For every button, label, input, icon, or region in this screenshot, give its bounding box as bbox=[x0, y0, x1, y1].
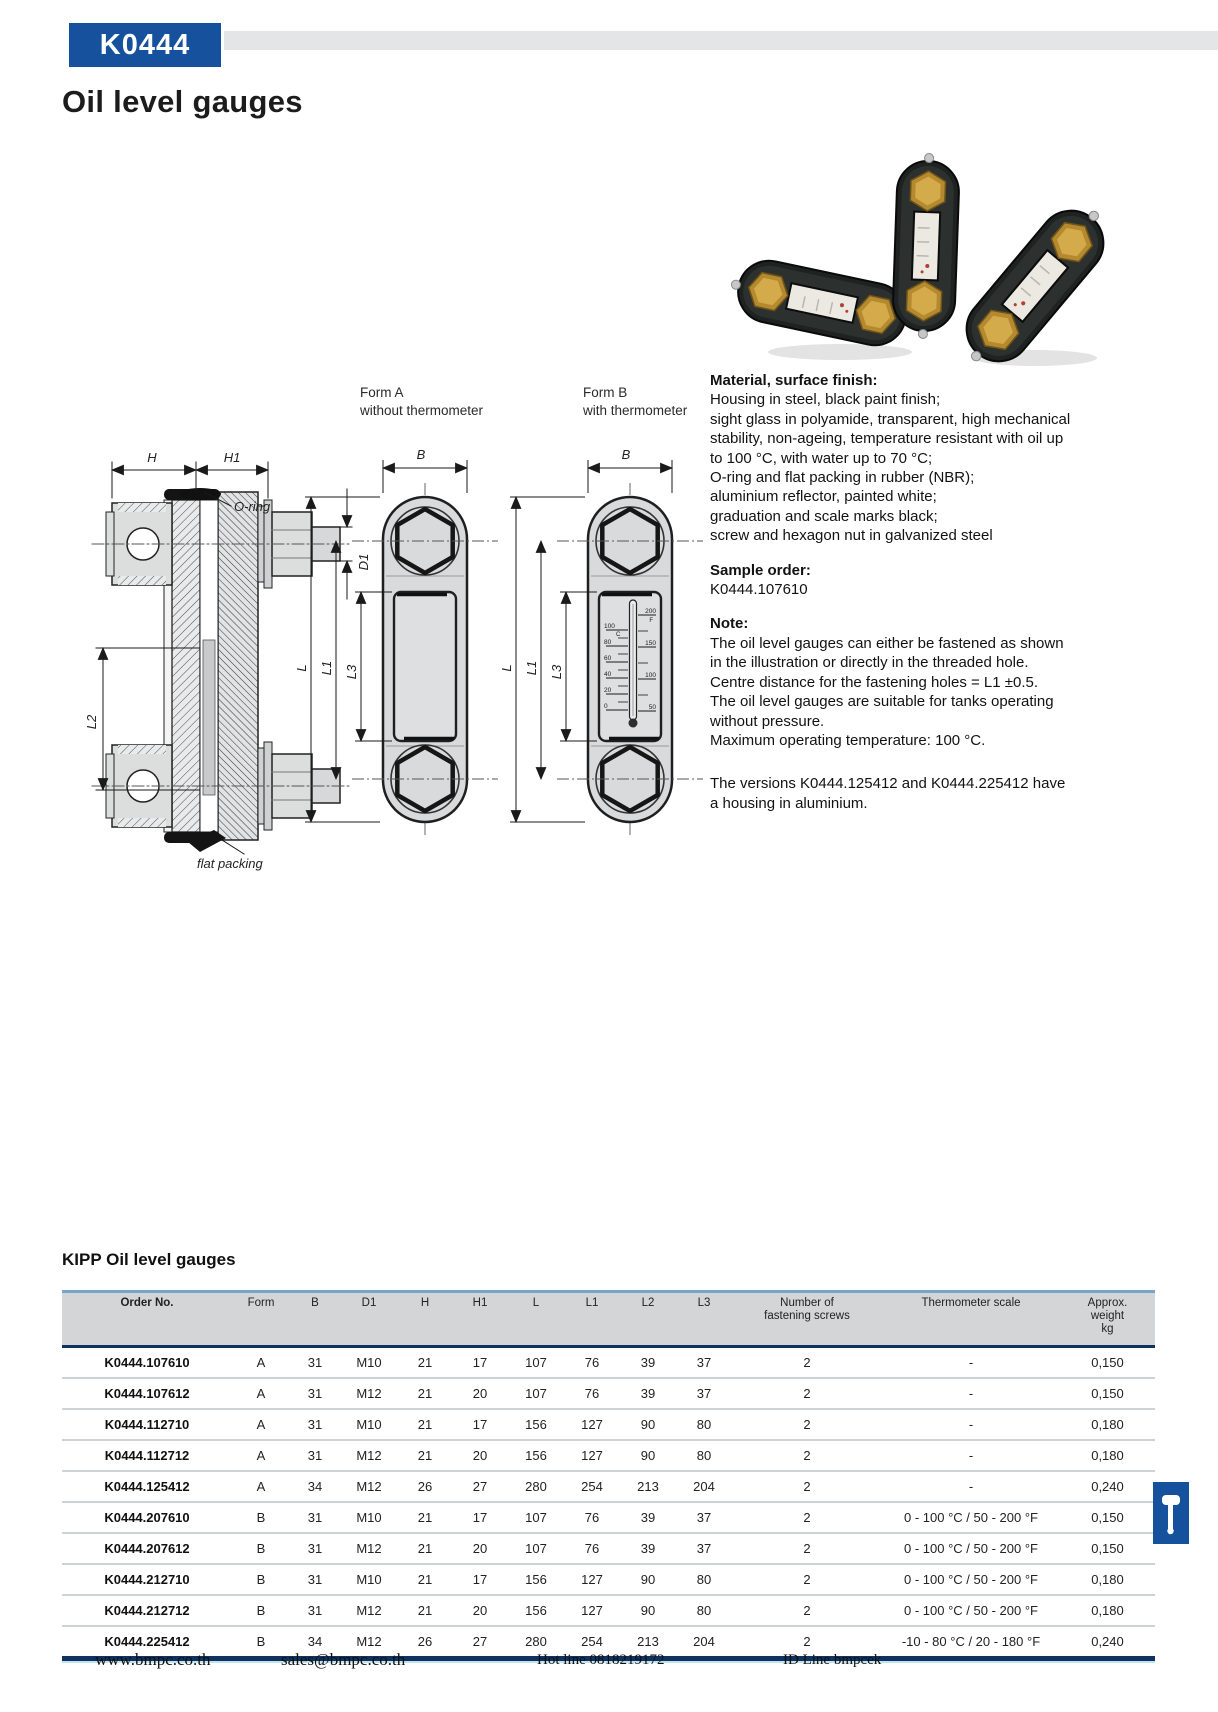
scale-f-50: 50 bbox=[648, 704, 656, 711]
cell: 76 bbox=[584, 1510, 600, 1525]
cell: 39 bbox=[640, 1541, 656, 1556]
chapter-tab bbox=[1153, 1482, 1189, 1544]
cell: 37 bbox=[696, 1386, 712, 1401]
page-title: Oil level gauges bbox=[62, 84, 303, 119]
table-row bbox=[62, 1348, 1155, 1379]
scale-c-60: 60 bbox=[604, 655, 612, 662]
header-strip bbox=[88, 31, 1218, 50]
text-line: sight glass in polyamide, transparent, high mechanical bbox=[710, 410, 1071, 428]
table-row bbox=[62, 1503, 1155, 1534]
column-header: Approx. weight kg bbox=[1087, 1297, 1128, 1335]
cell: 2 bbox=[803, 1448, 811, 1463]
cell: 80 bbox=[696, 1448, 712, 1463]
cell: 280 bbox=[525, 1479, 547, 1494]
dim-l2: L2 bbox=[84, 714, 99, 730]
cell: 80 bbox=[696, 1603, 712, 1618]
cell: 204 bbox=[693, 1479, 715, 1494]
scale-c-0: 0 bbox=[604, 703, 608, 710]
scale-f-unit: F bbox=[649, 618, 653, 624]
cell: 107 bbox=[525, 1541, 547, 1556]
cell: 156 bbox=[525, 1603, 547, 1618]
text-line: Centre distance for the fastening holes = L1 ±0.5. bbox=[710, 673, 1039, 691]
cell: 0,180 bbox=[1091, 1572, 1124, 1587]
note-title: Note: bbox=[710, 615, 749, 633]
note-block bbox=[710, 614, 1130, 750]
cell: B bbox=[256, 1541, 266, 1556]
cell: M12 bbox=[356, 1448, 382, 1463]
dim-flat-packing: flat packing bbox=[197, 856, 263, 871]
dim-b-a: B bbox=[416, 447, 426, 462]
cell: 20 bbox=[472, 1541, 488, 1556]
cell: A bbox=[256, 1448, 266, 1463]
cell: 204 bbox=[693, 1634, 715, 1649]
footer-idline: ID Line bmpcek bbox=[783, 1652, 882, 1668]
order-no-cell: K0444.212712 bbox=[104, 1603, 190, 1618]
cell: A bbox=[256, 1386, 266, 1401]
cell: 34 bbox=[307, 1479, 323, 1494]
order-no-cell: K0444.207610 bbox=[104, 1510, 190, 1525]
versions-text bbox=[710, 774, 1130, 813]
cell: 17 bbox=[472, 1510, 488, 1525]
table-row bbox=[62, 1379, 1155, 1410]
cell: 39 bbox=[640, 1386, 656, 1401]
cell: 21 bbox=[417, 1448, 433, 1463]
cell: 2 bbox=[803, 1386, 811, 1401]
text-line: a housing in aluminium. bbox=[710, 794, 868, 812]
dim-h1: H1 bbox=[223, 450, 241, 465]
cell: 254 bbox=[581, 1634, 603, 1649]
text-line: The versions K0444.125412 and K0444.225412 have bbox=[710, 775, 1066, 793]
order-no-cell: K0444.207612 bbox=[104, 1541, 190, 1556]
cell: 76 bbox=[584, 1355, 600, 1370]
cell: 107 bbox=[525, 1510, 547, 1525]
column-header: D1 bbox=[361, 1297, 377, 1309]
dim-l-a: L bbox=[294, 664, 309, 672]
sample-order-value: K0444.107610 bbox=[710, 581, 808, 599]
table-row bbox=[62, 1565, 1155, 1596]
order-no-cell: K0444.112712 bbox=[104, 1448, 190, 1463]
text-line: graduation and scale marks black; bbox=[710, 507, 938, 525]
form-b-sublabel: with thermometer bbox=[583, 403, 688, 418]
column-header: L bbox=[532, 1297, 540, 1309]
cell: 26 bbox=[417, 1479, 433, 1494]
cell: 0,180 bbox=[1091, 1417, 1124, 1432]
cell: 31 bbox=[307, 1448, 323, 1463]
cell: 156 bbox=[525, 1572, 547, 1587]
cell: 2 bbox=[803, 1603, 811, 1618]
cell: - bbox=[968, 1417, 974, 1432]
cell: -10 - 80 °C / 20 - 180 °F bbox=[901, 1634, 1041, 1649]
cell: A bbox=[256, 1417, 266, 1432]
cell: 127 bbox=[581, 1572, 603, 1587]
text-line: screw and hexagon nut in galvanized steel bbox=[710, 527, 993, 545]
cell: 107 bbox=[525, 1355, 547, 1370]
form-a-sublabel: without thermometer bbox=[360, 403, 484, 418]
cell: M10 bbox=[356, 1572, 382, 1587]
cell: 0,180 bbox=[1091, 1448, 1124, 1463]
table-row bbox=[62, 1534, 1155, 1565]
cell: - bbox=[968, 1448, 974, 1463]
column-header: H1 bbox=[472, 1297, 488, 1309]
cell: M10 bbox=[356, 1355, 382, 1370]
cell: 31 bbox=[307, 1417, 323, 1432]
cell: 2 bbox=[803, 1355, 811, 1370]
table-row bbox=[62, 1472, 1155, 1503]
dim-o-ring: O-ring bbox=[234, 499, 271, 514]
cell: M12 bbox=[356, 1541, 382, 1556]
cell: 20 bbox=[472, 1386, 488, 1401]
cell: 2 bbox=[803, 1417, 811, 1432]
cell: 0 - 100 °C / 50 - 200 °F bbox=[904, 1510, 1038, 1525]
cell: 21 bbox=[417, 1510, 433, 1525]
cell: 21 bbox=[417, 1386, 433, 1401]
cell: 31 bbox=[307, 1386, 323, 1401]
cell: 17 bbox=[472, 1417, 488, 1432]
order-no-cell: K0444.225412 bbox=[104, 1634, 190, 1649]
cell: 31 bbox=[307, 1355, 323, 1370]
column-header: Order No. bbox=[120, 1297, 174, 1309]
cell: 31 bbox=[307, 1572, 323, 1587]
column-header: L3 bbox=[697, 1297, 711, 1309]
order-no-cell: K0444.212710 bbox=[104, 1572, 190, 1587]
cell: 80 bbox=[696, 1572, 712, 1587]
cell: B bbox=[256, 1510, 266, 1525]
cell: 34 bbox=[307, 1634, 323, 1649]
cell: 254 bbox=[581, 1479, 603, 1494]
cell: 31 bbox=[307, 1603, 323, 1618]
cell: M12 bbox=[356, 1386, 382, 1401]
column-header: Thermometer scale bbox=[921, 1297, 1021, 1309]
table-row bbox=[62, 1410, 1155, 1441]
cell: - bbox=[968, 1479, 974, 1494]
product-table bbox=[62, 1290, 1155, 1663]
cross-section-drawing bbox=[84, 450, 371, 871]
oil-gauge-icon bbox=[1153, 1482, 1189, 1544]
cell: 0,180 bbox=[1091, 1603, 1124, 1618]
scale-c-80: 80 bbox=[604, 639, 612, 646]
text-line: Maximum operating temperature: 100 °C. bbox=[710, 731, 986, 749]
cell: 127 bbox=[581, 1448, 603, 1463]
text-line: The oil level gauges are suitable for tanks operating bbox=[710, 693, 1054, 711]
text-line: stability, non-ageing, temperature resistant with oil up bbox=[710, 430, 1064, 448]
column-header: Number of fastening screws bbox=[764, 1297, 850, 1322]
cell: M10 bbox=[356, 1510, 382, 1525]
cell: 20 bbox=[472, 1603, 488, 1618]
cell: 27 bbox=[472, 1479, 488, 1494]
cell: 156 bbox=[525, 1417, 547, 1432]
column-header: B bbox=[311, 1297, 319, 1309]
cell: 26 bbox=[417, 1634, 433, 1649]
cell: 2 bbox=[803, 1479, 811, 1494]
cell: M12 bbox=[356, 1603, 382, 1618]
cell: 280 bbox=[525, 1634, 547, 1649]
column-header: L2 bbox=[641, 1297, 655, 1309]
scale-f-200: 200 bbox=[645, 608, 656, 615]
scale-c-20: 20 bbox=[604, 687, 612, 694]
cell: 27 bbox=[472, 1634, 488, 1649]
cell: 0 - 100 °C / 50 - 200 °F bbox=[904, 1541, 1038, 1556]
footer-website: www.bmpc.co.th bbox=[95, 1650, 211, 1669]
text-line: in the illustration or directly in the threaded hole. bbox=[710, 654, 1029, 672]
table-header bbox=[62, 1290, 1155, 1348]
dim-h: H bbox=[147, 450, 157, 465]
cell: 127 bbox=[581, 1417, 603, 1432]
material-text bbox=[710, 390, 1130, 545]
cell: 0,240 bbox=[1091, 1479, 1124, 1494]
scale-c-40: 40 bbox=[604, 671, 612, 678]
note-text bbox=[710, 634, 1130, 750]
cell: 0,150 bbox=[1091, 1355, 1124, 1370]
footer-email: sales@bmpc.co.th bbox=[281, 1650, 406, 1669]
sample-order-title: Sample order: bbox=[710, 561, 811, 579]
cell: 0,150 bbox=[1091, 1510, 1124, 1525]
scale-f-150: 150 bbox=[645, 640, 656, 647]
cell: 39 bbox=[640, 1355, 656, 1370]
cell: 21 bbox=[417, 1355, 433, 1370]
cell: 76 bbox=[584, 1541, 600, 1556]
form-a-label: Form A bbox=[360, 385, 404, 400]
text-line: Housing in steel, black paint finish; bbox=[710, 391, 941, 409]
cell: 0,150 bbox=[1091, 1541, 1124, 1556]
cell: 90 bbox=[640, 1448, 656, 1463]
cell: 21 bbox=[417, 1541, 433, 1556]
form-b-drawing bbox=[499, 385, 703, 836]
sample-order-block bbox=[710, 561, 1130, 600]
cell: A bbox=[256, 1355, 266, 1370]
cell: 80 bbox=[696, 1417, 712, 1432]
cell: 90 bbox=[640, 1572, 656, 1587]
material-block bbox=[710, 371, 1130, 546]
column-header: Form bbox=[247, 1297, 275, 1309]
text-line: The oil level gauges can either be fastened as shown bbox=[710, 634, 1064, 652]
cell: 21 bbox=[417, 1603, 433, 1618]
column-header: H bbox=[420, 1297, 430, 1309]
cell: 2 bbox=[803, 1510, 811, 1525]
info-column bbox=[710, 371, 1130, 828]
cell: - bbox=[968, 1355, 974, 1370]
cell: 31 bbox=[307, 1510, 323, 1525]
cell: B bbox=[256, 1603, 266, 1618]
table-row bbox=[62, 1441, 1155, 1472]
form-b-label: Form B bbox=[583, 385, 628, 400]
dim-l1-a: L1 bbox=[319, 660, 334, 676]
text-line: without pressure. bbox=[710, 712, 825, 730]
cell: 20 bbox=[472, 1448, 488, 1463]
cell: 213 bbox=[637, 1479, 659, 1494]
versions-block bbox=[710, 774, 1130, 813]
cell: 39 bbox=[640, 1510, 656, 1525]
cell: 0 - 100 °C / 50 - 200 °F bbox=[904, 1603, 1038, 1618]
cell: 107 bbox=[525, 1386, 547, 1401]
dim-d1: D1 bbox=[356, 553, 371, 571]
cell: 0,240 bbox=[1091, 1634, 1124, 1649]
cell: 127 bbox=[581, 1603, 603, 1618]
product-photo bbox=[725, 152, 1121, 380]
dim-l3-b: L3 bbox=[549, 664, 564, 680]
order-no-cell: K0444.112710 bbox=[104, 1417, 190, 1432]
material-title: Material, surface finish: bbox=[710, 372, 878, 389]
cell: 37 bbox=[696, 1510, 712, 1525]
cell: 37 bbox=[696, 1355, 712, 1370]
cell: - bbox=[968, 1386, 974, 1401]
scale-c-100: 100 bbox=[604, 623, 615, 630]
cell: M12 bbox=[356, 1634, 382, 1649]
table-row bbox=[62, 1596, 1155, 1627]
cell: 2 bbox=[803, 1634, 811, 1649]
order-no-cell: K0444.125412 bbox=[104, 1479, 190, 1494]
cell: 17 bbox=[472, 1572, 488, 1587]
scale-f-100: 100 bbox=[645, 672, 656, 679]
cell: 31 bbox=[307, 1541, 323, 1556]
dim-l1-b: L1 bbox=[524, 660, 539, 676]
text-line: O-ring and flat packing in rubber (NBR); bbox=[710, 469, 975, 487]
cell: A bbox=[256, 1479, 266, 1494]
table-body bbox=[62, 1348, 1155, 1661]
text-line: aluminium reflector, painted white; bbox=[710, 488, 937, 506]
cell: 21 bbox=[417, 1417, 433, 1432]
table-title: KIPP Oil level gauges bbox=[62, 1250, 236, 1269]
dim-l-b: L bbox=[499, 664, 514, 672]
order-no-cell: K0444.107612 bbox=[104, 1386, 190, 1401]
cell: 0 - 100 °C / 50 - 200 °F bbox=[904, 1572, 1038, 1587]
cell: 0,150 bbox=[1091, 1386, 1124, 1401]
cell: M12 bbox=[356, 1479, 382, 1494]
column-header: L1 bbox=[585, 1297, 599, 1309]
scale-c-unit: C bbox=[616, 632, 621, 638]
cell: 21 bbox=[417, 1572, 433, 1587]
cell: 2 bbox=[803, 1541, 811, 1556]
cell: 2 bbox=[803, 1572, 811, 1587]
cell: 90 bbox=[640, 1603, 656, 1618]
cell: 156 bbox=[525, 1448, 547, 1463]
cell: 37 bbox=[696, 1541, 712, 1556]
dim-l3-a: L3 bbox=[344, 664, 359, 680]
footer-hotline: Hot line 0818219172 bbox=[537, 1652, 665, 1668]
cell: B bbox=[256, 1572, 266, 1587]
cell: 17 bbox=[472, 1355, 488, 1370]
cell: M10 bbox=[356, 1417, 382, 1432]
text-line: to 100 °C, with water up to 70 °C; bbox=[710, 449, 933, 467]
order-no-cell: K0444.107610 bbox=[104, 1355, 190, 1370]
cell: 76 bbox=[584, 1386, 600, 1401]
dim-b-b: B bbox=[621, 447, 631, 462]
cell: B bbox=[256, 1634, 266, 1649]
part-number-badge: K0444 bbox=[66, 20, 224, 70]
cell: 213 bbox=[637, 1634, 659, 1649]
cell: 90 bbox=[640, 1417, 656, 1432]
